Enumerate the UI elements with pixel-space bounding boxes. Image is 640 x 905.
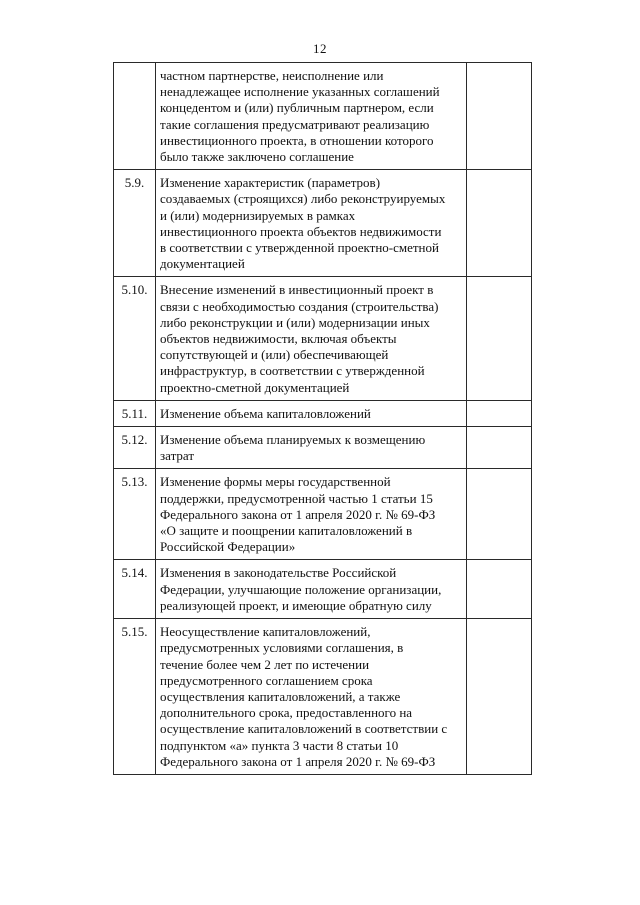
table-row bbox=[114, 619, 532, 775]
description-line: инвестиционного проекта объектов недвижимости bbox=[160, 223, 442, 239]
empty-cell bbox=[467, 63, 532, 170]
item-description bbox=[156, 63, 467, 170]
description-line: Российской Федерации» bbox=[160, 539, 296, 555]
item-description bbox=[156, 277, 467, 400]
description-line: инвестиционного проекта, в отношении которого bbox=[160, 132, 434, 148]
empty-cell bbox=[467, 277, 532, 400]
item-number: 5.9. bbox=[114, 170, 156, 277]
table-body bbox=[114, 63, 532, 775]
item-number: 5.14. bbox=[114, 560, 156, 619]
description-line: осуществления капиталовложений, а также bbox=[160, 688, 401, 704]
empty-cell bbox=[467, 619, 532, 775]
description-line: Федерального закона от 1 апреля 2020 г. № 69-ФЗ bbox=[160, 753, 436, 769]
table-row bbox=[114, 427, 532, 469]
description-line: было также заключено соглашение bbox=[160, 149, 354, 165]
item-number: 5.15. bbox=[114, 619, 156, 775]
item-description bbox=[156, 400, 467, 426]
description-line: проектно-сметной документацией bbox=[160, 379, 350, 395]
description-line: течение более чем 2 лет по истечении bbox=[160, 656, 370, 672]
description-line: в соответствии с утвержденной проектно-сметной bbox=[160, 240, 439, 256]
description-line: объектов недвижимости, включая объекты bbox=[160, 331, 397, 347]
description-line: инфраструктур, в соответствии с утвержденной bbox=[160, 363, 425, 379]
description-line: осуществление капиталовложений в соответствии с bbox=[160, 721, 448, 737]
description-line: такие соглашения предусматривают реализацию bbox=[160, 116, 430, 132]
description-line: Неосуществление капиталовложений, bbox=[160, 624, 371, 640]
item-description bbox=[156, 560, 467, 619]
description-line: «О защите и поощрении капиталовложений в bbox=[160, 523, 413, 539]
description-line: сопутствующей и (или) обеспечивающей bbox=[160, 347, 389, 363]
item-description bbox=[156, 427, 467, 469]
description-line: частном партнерстве, неисполнение или bbox=[160, 68, 384, 83]
item-number: 5.12. bbox=[114, 427, 156, 469]
description-line: предусмотренного соглашением срока bbox=[160, 672, 373, 688]
description-line: Изменения в законодательстве Российской bbox=[160, 565, 397, 581]
item-description bbox=[156, 469, 467, 560]
description-line: либо реконструкции и (или) модернизации иных bbox=[160, 314, 430, 330]
description-line: Федерации, улучшающие положение организации, bbox=[160, 581, 442, 597]
item-number: 5.11. bbox=[114, 400, 156, 426]
description-line: создаваемых (строящихся) либо реконструируемых bbox=[160, 191, 446, 207]
item-number: 5.13. bbox=[114, 469, 156, 560]
table-row bbox=[114, 469, 532, 560]
item-description bbox=[156, 170, 467, 277]
description-line: поддержки, предусмотренной частью 1 статьи 15 bbox=[160, 490, 433, 506]
item-description bbox=[156, 619, 467, 775]
conditions-table bbox=[113, 62, 532, 775]
description-line: Внесение изменений в инвестиционный проект в bbox=[160, 282, 434, 298]
description-line: Изменение объема планируемых к возмещению bbox=[160, 432, 426, 448]
description-line: ненадлежащее исполнение указанных соглашений bbox=[160, 84, 440, 100]
description-line: связи с необходимостью создания (строительства) bbox=[160, 298, 439, 314]
description-line: документацией bbox=[160, 256, 245, 272]
table-row bbox=[114, 400, 532, 426]
empty-cell bbox=[467, 427, 532, 469]
description-line: реализующей проект, и имеющие обратную силу bbox=[160, 597, 432, 613]
table-row bbox=[114, 277, 532, 400]
description-line: затрат bbox=[160, 448, 195, 464]
page-number: 12 bbox=[313, 41, 327, 56]
empty-cell bbox=[467, 469, 532, 560]
description-line: и (или) модернизируемых в рамках bbox=[160, 207, 356, 223]
description-line: Изменение объема капиталовложений bbox=[160, 405, 371, 421]
empty-cell bbox=[467, 170, 532, 277]
item-number bbox=[114, 63, 156, 170]
table-row bbox=[114, 560, 532, 619]
empty-cell bbox=[467, 400, 532, 426]
table-row bbox=[114, 170, 532, 277]
table-row bbox=[114, 63, 532, 170]
description-line: дополнительного срока, предоставленного на bbox=[160, 705, 413, 721]
item-number: 5.10. bbox=[114, 277, 156, 400]
empty-cell bbox=[467, 560, 532, 619]
description-line: концедентом и (или) публичным партнером, если bbox=[160, 100, 434, 116]
description-line: Федерального закона от 1 апреля 2020 г. № 69-ФЗ bbox=[160, 506, 436, 522]
description-line: подпунктом «а» пункта 3 части 8 статьи 10 bbox=[160, 737, 399, 753]
description-line: Изменение формы меры государственной bbox=[160, 474, 391, 490]
description-line: предусмотренных условиями соглашения, в bbox=[160, 640, 404, 656]
description-line: Изменение характеристик (параметров) bbox=[160, 175, 381, 191]
